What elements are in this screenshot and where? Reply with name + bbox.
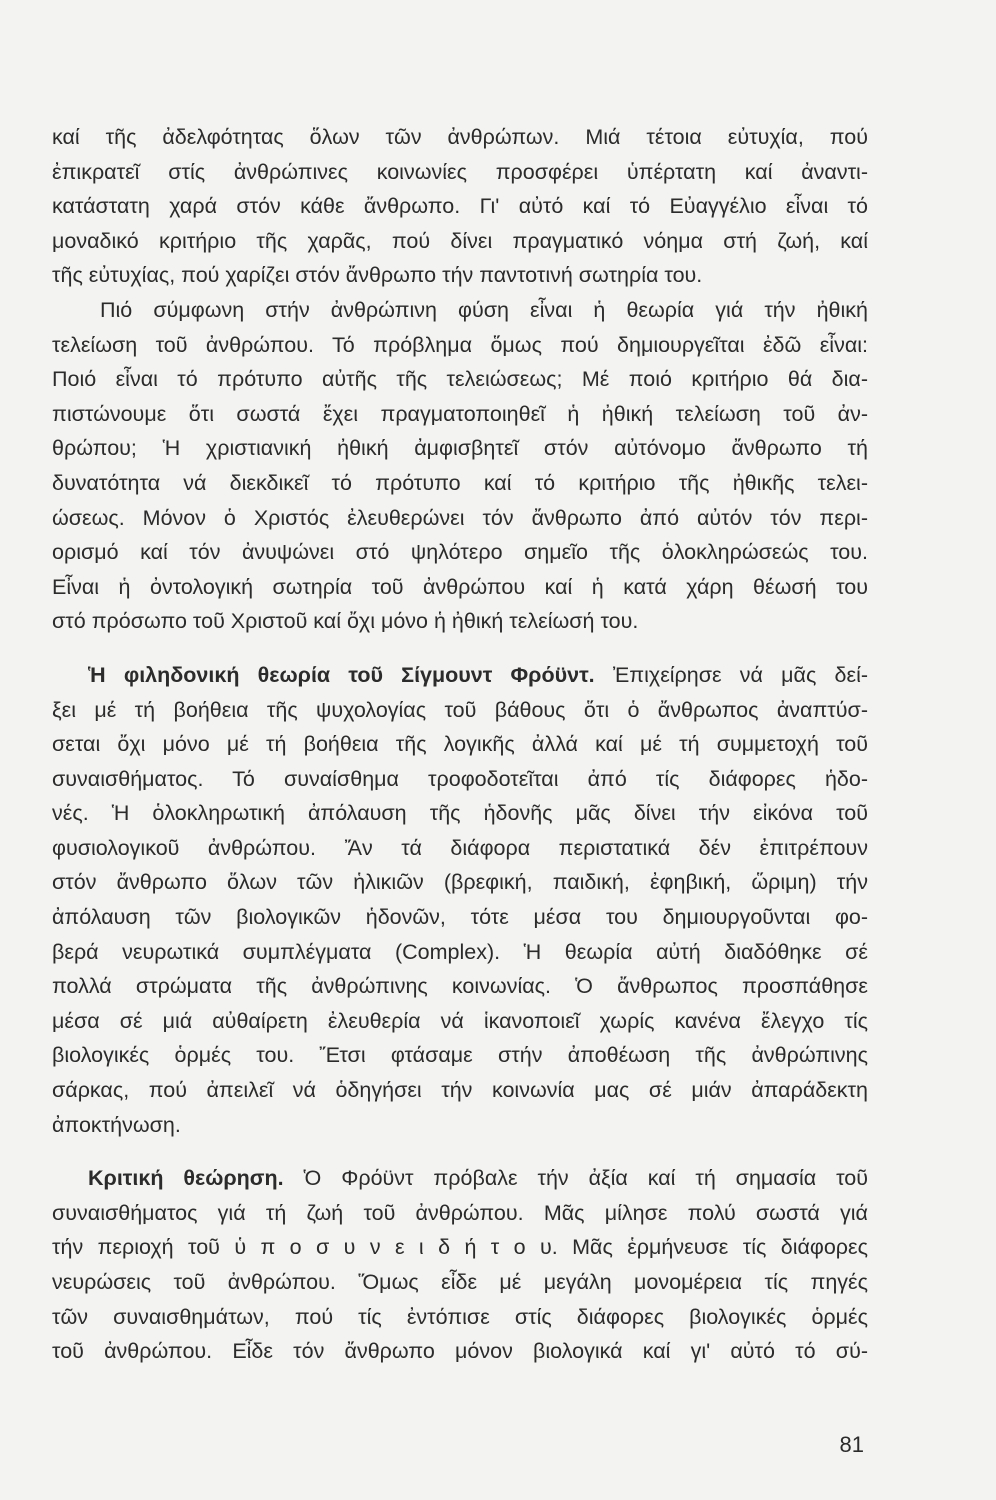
text-line: βιολογικές ὁρμές του. Ἔτσι φτάσαμε στήν ἀποθέωση τῆς ἀνθρώπινης bbox=[52, 1043, 868, 1068]
text-line: τῆς εὐτυχίας, πού χαρίζει στόν ἄνθρωπο τήν παντοτινή σωτηρία του. bbox=[52, 263, 703, 288]
text-line: ορισμό καί τόν ἀνυψώνει στό ψηλότερο σημεῖο τῆς ὁλοκληρώσεώς του. bbox=[52, 540, 868, 565]
paragraph bbox=[52, 120, 868, 293]
text-line: στόν ἄνθρωπο ὅλων τῶν ἡλικιῶν (βρεφική, παιδική, ἐφηβική, ὥριμη) τήν bbox=[52, 870, 868, 895]
section-freud-theory bbox=[52, 658, 868, 1142]
section-gap bbox=[52, 639, 868, 658]
text-line: τελείωση τοῦ ἀνθρώπου. Τό πρόβλημα ὅμως πού δημιουργεῖται ἐδῶ εἶναι: bbox=[52, 332, 868, 357]
text-line: ώσεως. Μόνον ὁ Χριστός ἐλευθερώνει τόν ἄνθρωπο ἀπό αὐτόν τόν περι- bbox=[52, 505, 868, 530]
text-line bbox=[52, 1161, 868, 1196]
text-line: μοναδικό κριτήριο τῆς χαρᾶς, πού δίνει πραγματικό νόημα στή ζωή, καί bbox=[52, 228, 868, 253]
page-text bbox=[52, 120, 868, 1369]
text-line: καί τῆς ἀδελφότητας ὅλων τῶν ἀνθρώπων. Μιά τέτοια εὐτυχία, πού bbox=[52, 125, 868, 149]
text-line: μέσα σέ μιά αὐθαίρετη ἐλευθερία νά ἱκανοποιεῖ χωρίς κανένα ἔλεγχο τίς bbox=[52, 1008, 868, 1033]
text-line: τοῦ ἀνθρώπου. Εἶδε τόν ἄνθρωπο μόνον βιολογικά καί γι' αὐτό τό σύ- bbox=[52, 1339, 868, 1364]
text-line: τήν περιοχή τοῦ ὑ π ο σ υ ν ε ι δ ή τ ο υ. Μᾶς ἑρμήνευσε τίς διάφορες bbox=[52, 1235, 868, 1260]
text-line: πολλά στρώματα τῆς ἀνθρώπινης κοινωνίας. Ὁ ἄνθρωπος προσπάθησε bbox=[52, 974, 868, 999]
text-line: τῶν συναισθημάτων, πού τίς ἐντόπισε στίς διάφορες βιολογικές ὁρμές bbox=[52, 1304, 868, 1329]
text-line: πιστώνουμε ὅτι σωστά ἔχει πραγματοποιηθεῖ ἡ ἠθική τελείωση τοῦ ἀν- bbox=[52, 401, 868, 426]
text-line: ἀποκτήνωση. bbox=[52, 1112, 181, 1137]
section-first-line-text: Ἐπιχείρησε νά μᾶς δεί- bbox=[594, 662, 869, 687]
text-line: φυσιολογικοῦ ἀνθρώπου. Ἄν τά διάφορα περιστατικά δέν ἐπιτρέπουν bbox=[52, 835, 868, 860]
text-line: βερά νευρωτικά συμπλέγματα (Complex). Ἡ θεωρία αὐτή διαδόθηκε σέ bbox=[52, 939, 868, 964]
section-critical-review bbox=[52, 1161, 868, 1369]
text-line: Εἶναι ἡ ὀντολογική σωτηρία τοῦ ἀνθρώπου καί ἡ κατά χάρη θέωσή του bbox=[52, 574, 868, 599]
text-line: συναισθήματος γιά τή ζωή τοῦ ἀνθρώπου. Μᾶς μίλησε πολύ σωστά γιά bbox=[52, 1200, 868, 1225]
text-line: ξει μέ τή βοήθεια τῆς ψυχολογίας τοῦ βάθους ὅτι ὁ ἄνθρωπος ἀναπτύσ- bbox=[52, 697, 868, 722]
text-line: Ποιό εἶναι τό πρότυπο αὐτῆς τῆς τελειώσεως; Μέ ποιό κριτήριο θά δια- bbox=[52, 367, 868, 392]
text-line: σάρκας, πού ἀπειλεῖ νά ὁδηγήσει τήν κοινωνία μας σέ μιάν ἀπαράδεκτη bbox=[52, 1078, 868, 1103]
section-heading: Ἡ φιληδονική θεωρία τοῦ Σίγμουντ Φρόϋντ. bbox=[88, 662, 595, 687]
text-line bbox=[52, 658, 868, 693]
section-gap bbox=[52, 1142, 868, 1161]
text-line: συναισθήματος. Τό συναίσθημα τροφοδοτεῖται ἀπό τίς διάφορες ἡδο- bbox=[52, 766, 868, 791]
text-line: νευρώσεις τοῦ ἀνθρώπου. Ὅμως εἶδε μέ μεγάλη μονομέρεια τίς πηγές bbox=[52, 1270, 868, 1294]
section-heading: Κριτική θεώρηση. bbox=[88, 1166, 284, 1191]
section-first-line-text: Ὁ Φρόϋντ πρόβαλε τήν ἀξία καί τή σημασία τοῦ bbox=[283, 1166, 868, 1191]
text-line: ἀπόλαυση τῶν βιολογικῶν ἡδονῶν, τότε μέσα του δημιουργοῦνται φο- bbox=[52, 905, 868, 930]
text-line: νές. Ἡ ὁλοκληρωτική ἀπόλαυση τῆς ἡδονῆς μᾶς δίνει τήν εἰκόνα τοῦ bbox=[52, 801, 868, 826]
text-line: σεται ὄχι μόνο μέ τή βοήθεια τῆς λογικῆς ἀλλά καί μέ τή συμμετοχή τοῦ bbox=[52, 732, 868, 757]
text-line: θρώπου; Ἡ χριστιανική ἠθική ἀμφισβητεῖ στόν αὐτόνομο ἄνθρωπο τή bbox=[52, 436, 868, 461]
text-line: δυνατότητα νά διεκδικεῖ τό πρότυπο καί τό κριτήριο τῆς ἠθικῆς τελει- bbox=[52, 470, 868, 495]
page-number: 81 bbox=[839, 1432, 864, 1457]
paragraph bbox=[52, 293, 868, 639]
text-line: στό πρόσωπο τοῦ Χριστοῦ καί ὄχι μόνο ἡ ἠθική τελείωσή του. bbox=[52, 609, 639, 634]
text-line: κατάστατη χαρά στόν κάθε ἄνθρωπο. Γι' αὐτό καί τό Εὐαγγέλιο εἶναι τό bbox=[52, 194, 868, 219]
text-line: ἐπικρατεῖ στίς ἀνθρώπινες κοινωνίες προσφέρει ὑπέρτατη καί ἀναντι- bbox=[52, 159, 868, 184]
text-line: Πιό σύμφωνη στήν ἀνθρώπινη φύση εἶναι ἡ θεωρία γιά τήν ἠθική bbox=[100, 297, 868, 322]
